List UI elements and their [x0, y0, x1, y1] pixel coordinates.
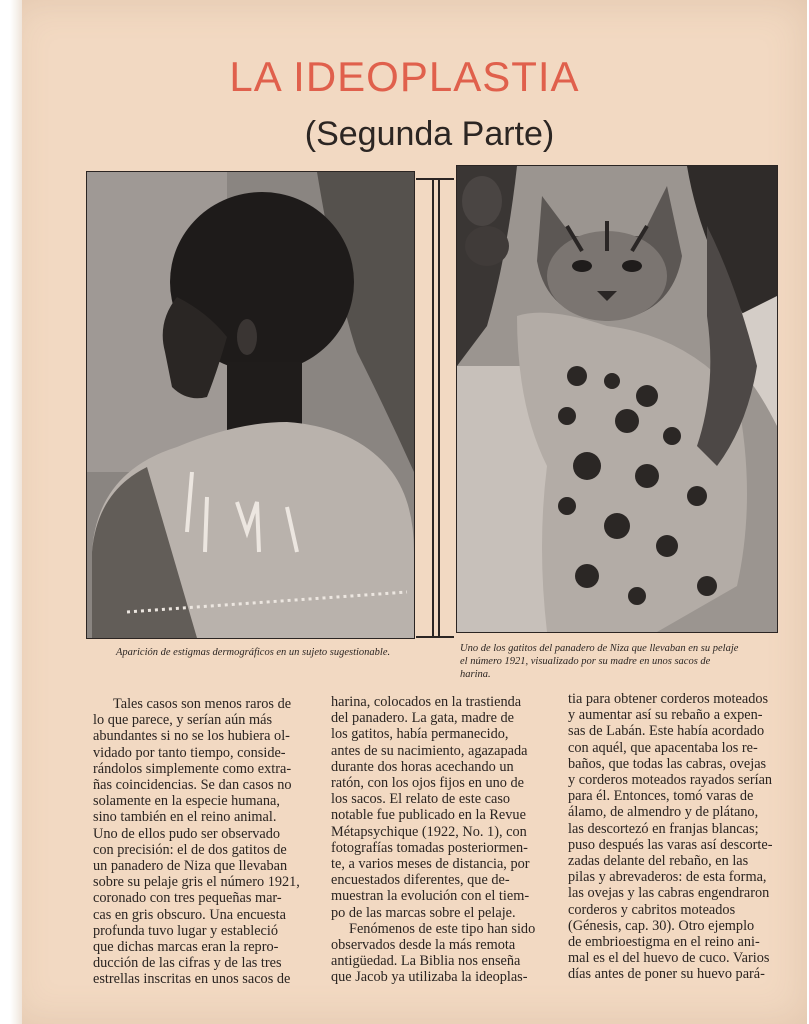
text-line: y aumentar así su rebaño a expen-	[568, 707, 763, 724]
text-line: y corderos moteados rayados serían	[568, 772, 773, 789]
text-line: días antes de poner su huevo pará-	[568, 966, 765, 983]
text-line: te, a varios meses de distancia, por	[331, 856, 530, 873]
text-line: encuestados diferentes, que de-	[331, 872, 510, 889]
text-line: con precisión: el de dos gatitos de	[93, 841, 287, 858]
text-line: Tales casos son menos raros de	[113, 696, 292, 712]
text-line: del panadero. La gata, madre de	[331, 710, 514, 727]
text-line: las ovejas y las cabras engendraron	[568, 885, 770, 902]
text-line: con aquél, que apacentaba los re-	[568, 739, 758, 756]
text-line: po de las marcas sobre el pelaje.	[331, 904, 516, 921]
text-line: observados desde la más remota	[331, 937, 516, 954]
text-line: puso después las varas así descorte-	[568, 836, 773, 853]
text-line: los sacos. El relato de este caso	[331, 791, 511, 808]
photo-divider	[416, 178, 454, 638]
text-line: álamo, de almendro y de plátano,	[568, 804, 759, 821]
text-line: Fenómenos de este tipo han sido	[349, 920, 536, 937]
text-line: vidado por tanto tiempo, conside-	[93, 744, 286, 761]
text-line: harina, colocados en la trastienda	[331, 694, 522, 710]
text-line: para él. Entonces, tomó varas de	[568, 788, 754, 805]
text-line: mal es el del huevo de cuco. Varios	[568, 950, 770, 967]
text-line: los gatitos, había permanecido,	[331, 726, 509, 743]
right-photo-caption	[460, 642, 772, 681]
text-line: estrellas inscritas en unos sacos de	[93, 971, 291, 988]
text-line: un panadero de Niza que llevaban	[93, 858, 288, 875]
left-photo-caption: Aparición de estigmas dermográficos en un sujeto sugestionable.	[116, 647, 391, 658]
text-line: sas de Labán. Este había acordado	[568, 723, 765, 740]
text-line: antigüedad. La Biblia nos enseña	[331, 953, 521, 970]
text-line: ducción de las cifras y de las tres	[93, 955, 282, 972]
text-line: baños, que todas las cabras, ovejas	[568, 755, 767, 772]
text-line: tia para obtener corderos moteados	[568, 691, 769, 707]
text-line: ñas coincidencias. Se dan casos no	[93, 777, 292, 794]
text-line: de embrioestigma en el reino ani-	[568, 934, 760, 951]
text-line: muestran la evolución con el tiem-	[331, 888, 530, 905]
text-line: ratón, con los ojos fijos en uno de	[331, 775, 524, 792]
text-line: sino también en el reino animal.	[93, 809, 277, 826]
text-line: durante dos horas acechando un	[331, 758, 514, 775]
caption-line: Uno de los gatitos del panadero de Niza que llevaban en su pelaje	[460, 643, 739, 654]
text-line: que Jacob ya utilizaba la ideoplas-	[331, 969, 528, 986]
text-line: profunda tuvo lugar y estableció	[93, 922, 279, 939]
text-line: coronado con tres pequeñas mar-	[93, 890, 282, 907]
article-subtitle: (Segunda Parte)	[304, 115, 555, 153]
article-title: LA IDEOPLASTIA	[229, 53, 580, 100]
text-line: zadas delante del rebaño, en las	[568, 853, 749, 870]
text-line: solamente en la especie humana,	[93, 793, 280, 810]
text-line: abundantes si no se los hubiera ol-	[93, 728, 290, 745]
text-line: cas en gris obscuro. Una encuesta	[93, 906, 286, 923]
text-column-2	[331, 694, 549, 986]
stigmata-photo-drawing	[87, 172, 414, 638]
text-column-3	[568, 691, 784, 983]
text-line: antes de su nacimiento, agazapada	[331, 742, 528, 759]
stigmata-photo	[86, 171, 415, 639]
text-line: Métapsychique (1922, No. 1), con	[331, 823, 527, 840]
caption-line: harina.	[460, 669, 491, 680]
text-line: que dichas marcas eran la repro-	[93, 939, 279, 956]
text-line: fotografías tomadas posteriormen-	[331, 839, 528, 856]
caption-line: el número 1921, visualizado por su madre en unos sacos de	[460, 656, 711, 667]
text-line: corderos y cabritos moteados	[568, 901, 736, 918]
kitten-photo	[456, 165, 778, 633]
text-line: (Génesis, cap. 30). Otro ejemplo	[568, 917, 755, 934]
text-line: Uno de ellos pudo ser observado	[93, 825, 281, 842]
text-line: pilas y abrevaderos: de esta forma,	[568, 869, 767, 886]
text-line: notable fue publicado en la Revue	[331, 807, 526, 824]
text-line: las descortezó en franjas blancas;	[568, 820, 759, 837]
text-column-1	[93, 696, 312, 988]
text-line: rándolos simplemente como extra-	[93, 760, 292, 777]
kitten-photo-drawing	[457, 166, 777, 632]
text-line: lo que parece, y serían aún más	[93, 712, 273, 729]
text-line: sobre su pelaje gris el número 1921,	[93, 874, 300, 891]
